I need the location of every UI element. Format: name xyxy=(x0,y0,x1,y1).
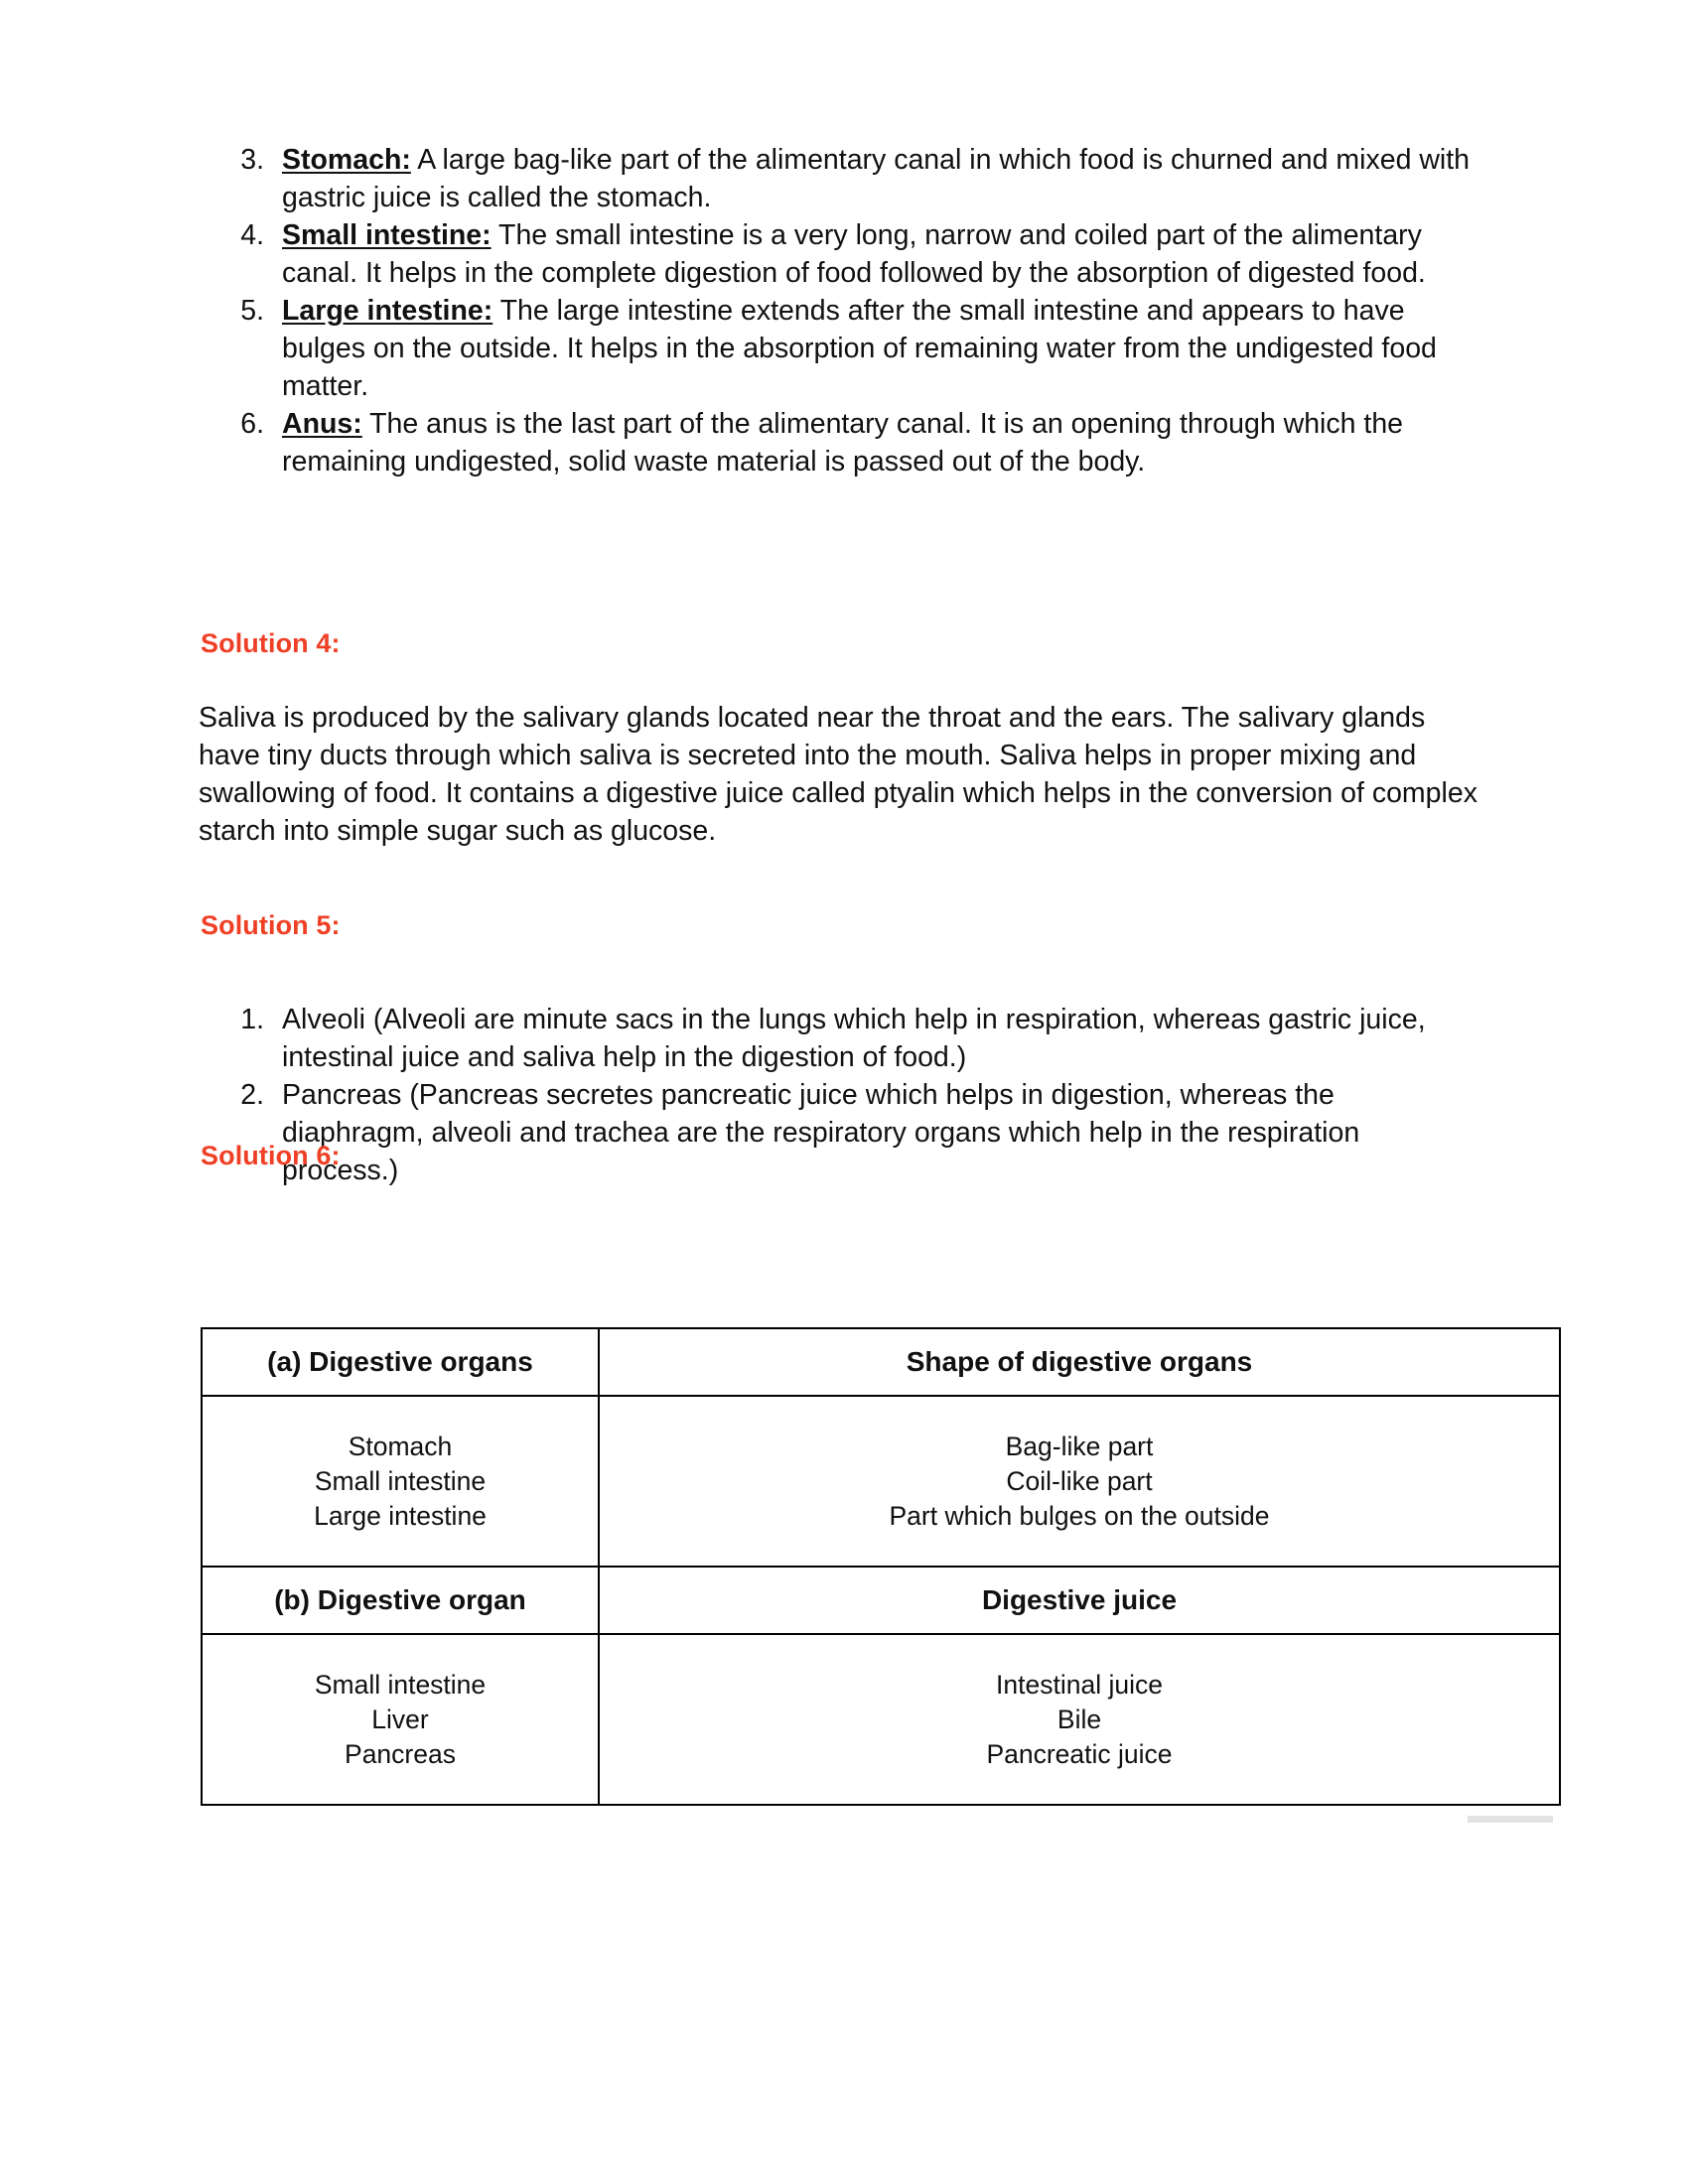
table-header-cell-digestive-organs: (a) Digestive organs xyxy=(202,1328,599,1396)
list-item-text: Pancreas (Pancreas secretes pancreatic juice which helps in digestion, whereas the diaphragm, alveoli and trachea are the respiratory organs which help in the respiration process.) xyxy=(282,1079,1360,1186)
cell-line: Pancreas xyxy=(345,1738,456,1769)
list-item xyxy=(201,216,1481,292)
table-row xyxy=(202,1634,1560,1805)
digestive-organs-table xyxy=(201,1327,1561,1806)
list-item-number: 6. xyxy=(240,408,264,440)
list-item-term: Stomach: xyxy=(282,144,411,176)
cell-line: Bag-like part xyxy=(1005,1431,1154,1461)
table-header-cell-shape-of-digestive-organs: Shape of digestive organs xyxy=(599,1328,1560,1396)
cell-line: Small intestine xyxy=(314,1465,487,1496)
cell-line: Part which bulges on the outside xyxy=(889,1500,1270,1531)
list-item xyxy=(201,1001,1481,1076)
table-cell-shapes-a xyxy=(599,1396,1560,1567)
table-header-row-b xyxy=(202,1567,1560,1634)
list-item-text: A large bag-like part of the alimentary canal in which food is churned and mixed with gastric juice is called the stomach. xyxy=(282,144,1471,213)
table-cell-juices-b xyxy=(599,1634,1560,1805)
list-item-text: The anus is the last part of the alimentary canal. It is an opening through which the remaining undigested, solid waste material is passed out of the body. xyxy=(282,408,1404,478)
table-cell-organs-b xyxy=(202,1634,599,1805)
list-item-term: Large intestine: xyxy=(282,295,493,327)
alimentary-canal-parts-list xyxy=(201,141,1481,480)
table-header-cell-digestive-organ: (b) Digestive organ xyxy=(202,1567,599,1634)
scan-artifact xyxy=(1468,1816,1553,1823)
table-header-row-a xyxy=(202,1328,1560,1396)
cell-line: Intestinal juice xyxy=(996,1669,1163,1700)
cell-line: Pancreatic juice xyxy=(986,1738,1173,1769)
table-header-cell-digestive-juice: Digestive juice xyxy=(599,1567,1560,1634)
solution-5-heading: Solution 5: xyxy=(201,910,341,940)
list-item xyxy=(201,405,1481,480)
list-item-text: The small intestine is a very long, narrow and coiled part of the alimentary canal. It helps in the complete digestion of food followed by the absorption of digested food. xyxy=(282,219,1426,289)
list-item-term: Small intestine: xyxy=(282,219,492,251)
list-item-number: 2. xyxy=(240,1079,264,1111)
solution-4-paragraph: Saliva is produced by the salivary glands located near the throat and the ears. The salivary glands have tiny ducts through which saliva is secreted into the mouth. Saliva helps in proper mixing and swallowing of food. It contains a digestive juice called ptyalin which helps in the conversion of complex starch into simple sugar such as glucose. xyxy=(199,702,1477,847)
table-row xyxy=(202,1396,1560,1567)
cell-line: Stomach xyxy=(348,1431,453,1461)
cell-line: Large intestine xyxy=(314,1500,487,1531)
list-item-term: Anus: xyxy=(282,408,362,440)
solution-4-heading: Solution 4: xyxy=(201,628,341,658)
list-item-number: 4. xyxy=(240,219,264,251)
list-item xyxy=(201,1076,1481,1189)
cell-line: Bile xyxy=(1056,1704,1102,1734)
list-item-number: 3. xyxy=(240,144,264,176)
list-item xyxy=(201,141,1481,216)
list-item-text: Alveoli (Alveoli are minute sacs in the lungs which help in respiration, whereas gastric juice, intestinal juice and saliva help in the digestion of food.) xyxy=(282,1004,1426,1073)
list-item-number: 5. xyxy=(240,295,264,327)
list-item-text: The large intestine extends after the small intestine and appears to have bulges on the outside. It helps in the absorption of remaining water from the undigested food matter. xyxy=(282,295,1437,402)
solution-6-heading: Solution 6: xyxy=(201,1141,341,1170)
cell-line: Coil-like part xyxy=(1006,1465,1153,1496)
table-cell-organs-a xyxy=(202,1396,599,1567)
list-item-number: 1. xyxy=(240,1004,264,1035)
list-item xyxy=(201,292,1481,405)
cell-line: Liver xyxy=(371,1704,429,1734)
cell-line: Small intestine xyxy=(314,1669,487,1700)
solution-5-list xyxy=(201,1001,1481,1189)
